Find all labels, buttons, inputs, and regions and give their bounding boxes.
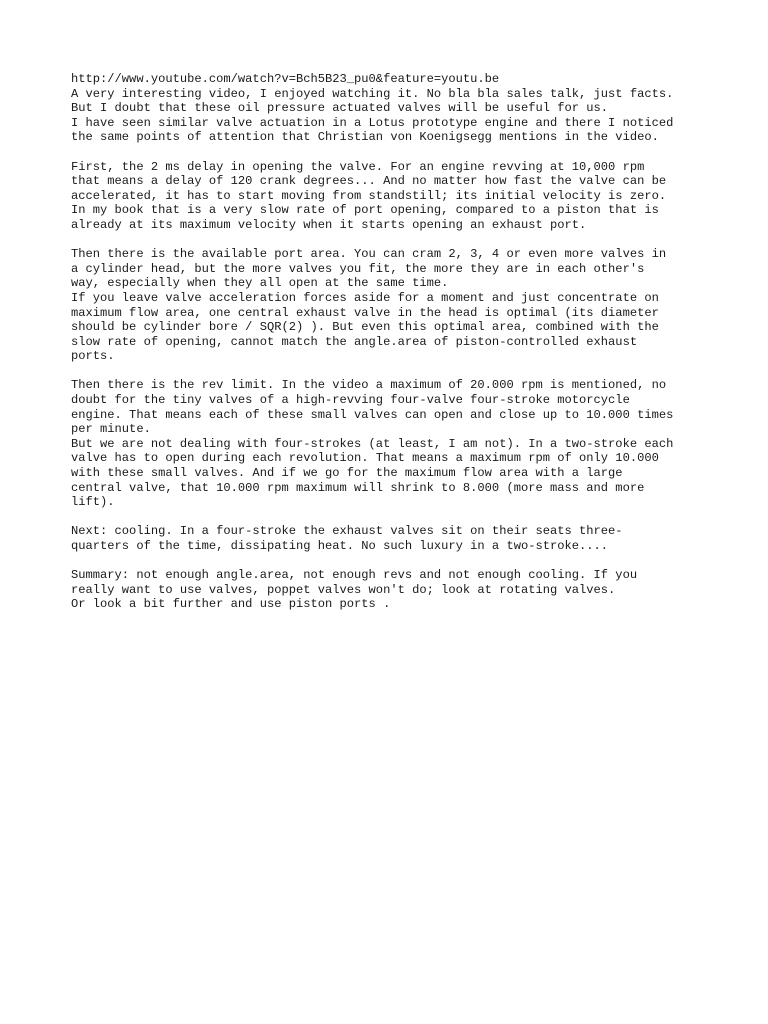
text-line: valve has to open during each revolution. That means a maximum rpm of only 10.000	[71, 451, 659, 466]
paragraph-port-area	[71, 247, 711, 364]
text-line: way, especially when they all open at the same time.	[71, 276, 449, 291]
text-line: ports.	[71, 349, 115, 364]
text-line: First, the 2 ms delay in opening the valve. For an engine revving at 10,000 rpm	[71, 159, 645, 174]
text-line: But we are not dealing with four-strokes (at least, I am not). In a two-stroke each	[71, 436, 674, 451]
document-body	[71, 72, 711, 627]
paragraph-delay	[71, 160, 711, 233]
paragraph-rev-limit	[71, 378, 711, 509]
text-line: engine. That means each of these small valves can open and close up to 10.000 times	[71, 407, 674, 422]
paragraph-cooling	[71, 524, 711, 553]
text-line: already at its maximum velocity when it starts opening an exhaust port.	[71, 217, 587, 232]
text-line: Or look a bit further and use piston ports .	[71, 597, 391, 612]
text-line: the same points of attention that Christian von Koenigsegg mentions in the video.	[71, 130, 659, 145]
text-line: per minute.	[71, 422, 151, 437]
text-line: Next: cooling. In a four-stroke the exhaust valves sit on their seats three-	[71, 524, 623, 539]
paragraph-intro	[71, 72, 711, 145]
text-line: that means a delay of 120 crank degrees... And no matter how fast the valve can be	[71, 174, 667, 189]
text-line: maximum flow area, one central exhaust valve in the head is optimal (its diameter	[71, 305, 659, 320]
text-line: I have seen similar valve actuation in a Lotus prototype engine and there I noticed	[71, 115, 674, 130]
text-line: should be cylinder bore / SQR(2) ). But even this optimal area, combined with the	[71, 320, 659, 335]
text-line: really want to use valves, poppet valves won't do; look at rotating valves.	[71, 582, 616, 597]
text-line: Then there is the rev limit. In the video a maximum of 20.000 rpm is mentioned, no	[71, 378, 667, 393]
text-line: quarters of the time, dissipating heat. No such luxury in a two-stroke....	[71, 539, 609, 553]
text-line: If you leave valve acceleration forces aside for a moment and just concentrate on	[71, 290, 659, 305]
video-link-line[interactable]: http://www.youtube.com/watch?v=Bch5B23_pu0&feature=youtu.be	[71, 72, 500, 86]
paragraph-summary	[71, 568, 711, 612]
text-line: Summary: not enough angle.area, not enough revs and not enough cooling. If you	[71, 568, 638, 583]
text-line: doubt for the tiny valves of a high-revving four-valve four-stroke motorcycle	[71, 393, 630, 408]
text-line: lift).	[71, 495, 115, 510]
text-line: accelerated, it has to start moving from standstill; its initial velocity is zero.	[71, 188, 667, 203]
text-line: But I doubt that these oil pressure actuated valves will be useful for us.	[71, 101, 609, 116]
text-line: central valve, that 10.000 rpm maximum will shrink to 8.000 (more mass and more	[71, 480, 645, 495]
text-line: A very interesting video, I enjoyed watching it. No bla bla sales talk, just facts.	[71, 86, 674, 101]
text-line: In my book that is a very slow rate of port opening, compared to a piston that is	[71, 203, 659, 218]
text-line: slow rate of opening, cannot match the angle.area of piston-controlled exhaust	[71, 334, 638, 349]
text-line: Then there is the available port area. You can cram 2, 3, 4 or even more valves in	[71, 247, 667, 262]
text-line: a cylinder head, but the more valves you fit, the more they are in each other's	[71, 261, 645, 276]
text-line: with these small valves. And if we go for the maximum flow area with a large	[71, 466, 623, 481]
